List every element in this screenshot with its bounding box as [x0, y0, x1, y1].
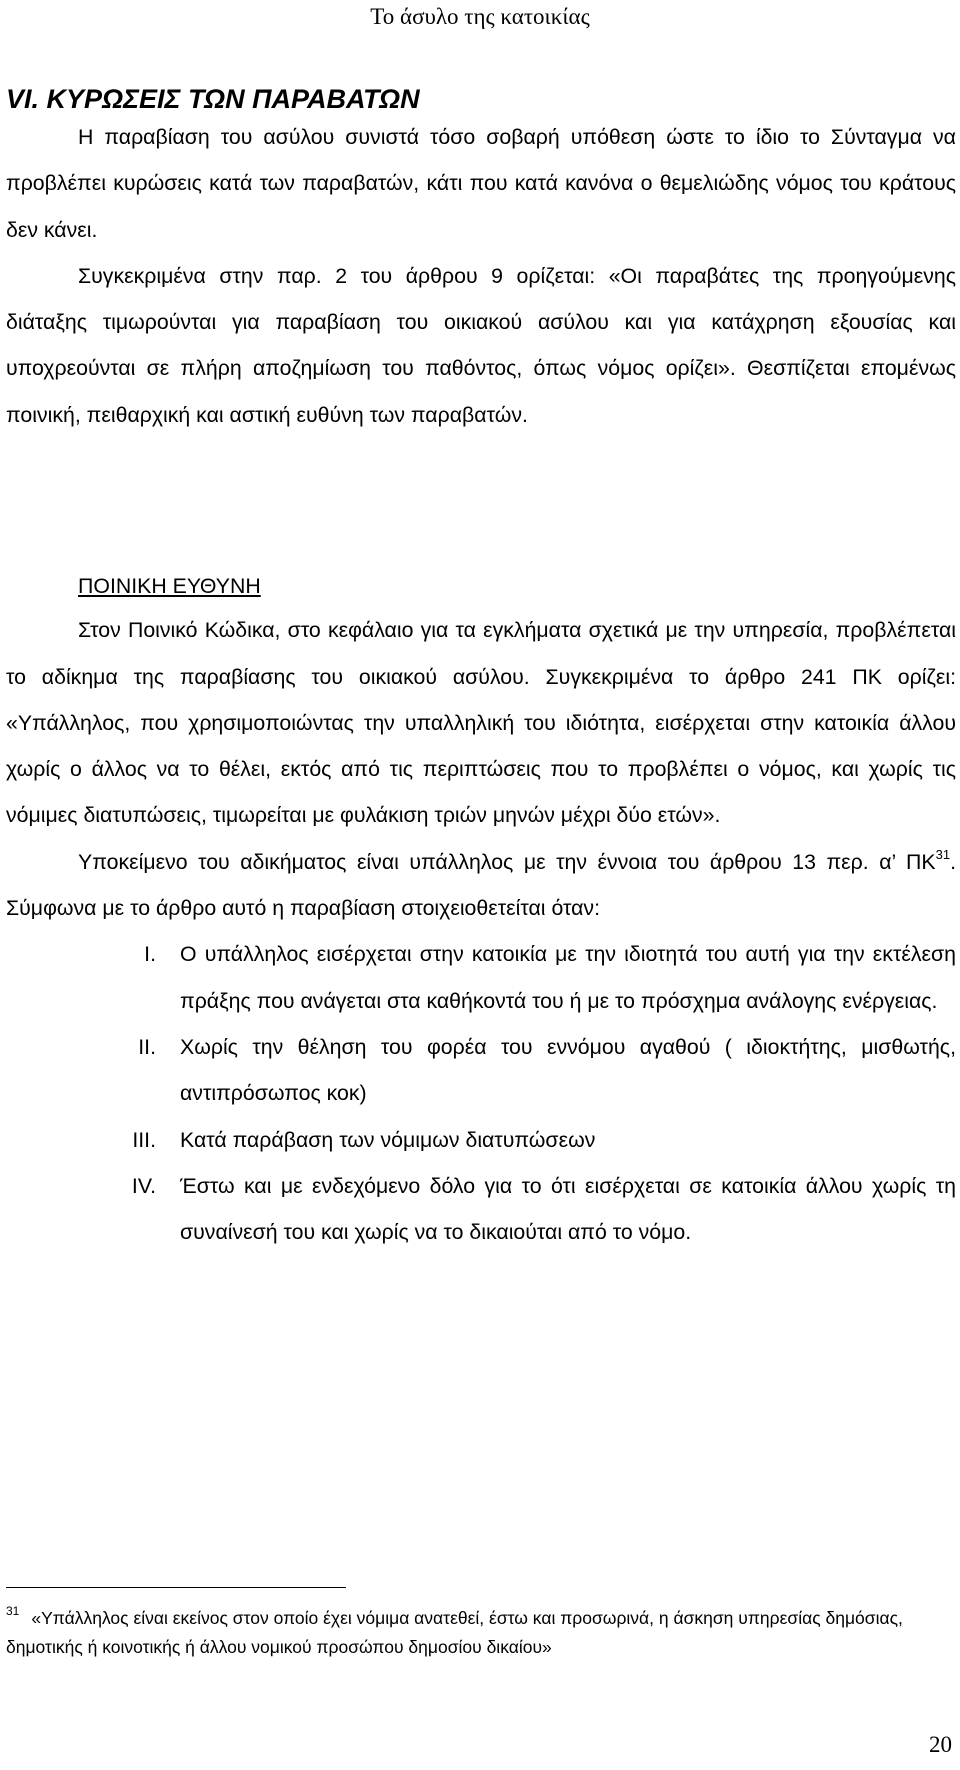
criteria-list [6, 931, 956, 1255]
list-item-text: Χωρίς την θέληση του φορέα του εννόμου αγαθού ( ιδιοκτήτης, μισθωτής, αντιπρόσωπος κοκ) [180, 1034, 956, 1106]
list-item-number: I. [144, 942, 156, 967]
paragraph-subject [6, 839, 956, 932]
paragraph-subject-text: Υποκείμενο του αδικήματος είναι υπάλληλος με την έννοια του άρθρου 13 περ. α’ ΠΚ [78, 849, 936, 874]
list-item-text: Ο υπάλληλος εισέρχεται στην κατοικία με την ιδιοτητά του αυτή για την εκτέλεση πράξης που ανάγεται στα καθήκοντά του ή με το πρόσχημα ανάλογης ενέργειας. [180, 942, 956, 1013]
running-header: Το άσυλο της κατοικίας [370, 4, 590, 29]
paragraph-constitution: Συγκεκριμένα στην παρ. 2 του άρθρου 9 ορίζεται: «Οι παραβάτες της προηγούμενης διάταξης τιμωρούνται για παραβίαση του οικιακού ασύλου και για κατάχρηση εξουσίας και υποχρεούνται σε πλήρη αποζημίωση του παθόντος, όπως νόμος ορίζει». Θεσπίζεται επομένως ποινική, πειθαρχική και αστική ευθύνη των παραβατών. [6, 263, 956, 427]
list-item-number: III. [132, 1127, 156, 1152]
section-title: VI. ΚΥΡΩΣΕΙΣ ΤΩΝ ΠΑΡΑΒΑΤΩΝ [6, 84, 420, 114]
subsection-body [6, 561, 956, 1255]
list-item [6, 1163, 956, 1256]
list-item-text: Έστω και με ενδεχόμενο δόλο για το ότι εισέρχεται σε κατοικία άλλου χωρίς τη συναίνεσή του και χωρίς να το δικαιούται από το νόμο. [180, 1173, 956, 1245]
list-item-number: IV. [131, 1173, 156, 1198]
paragraph-subject-text-cont: . Σύμφωνα με το άρθρο αυτό η παραβίαση στοιχειοθετείται όταν: [6, 849, 956, 921]
subsection-heading: ΠΟΙΝΙΚΗ ΕΥΘΥΝΗ [78, 574, 261, 598]
section-body [6, 114, 956, 438]
list-item-text: Κατά παράβαση των νόμιμων διατυπώσεων [180, 1127, 596, 1152]
list-item-number: II. [138, 1034, 156, 1059]
list-item [6, 1024, 956, 1117]
footnote-separator [6, 1587, 346, 1588]
paragraph-intro: Η παραβίαση του ασύλου συνιστά τόσο σοβαρή υπόθεση ώστε το ίδιο το Σύνταγμα να προβλέπει κυρώσεις κατά των παραβατών, κάτι που κατά κανόνα ο θεμελιώδης νόμος του κράτους δεν κάνει. [6, 125, 956, 242]
footnote [6, 1604, 952, 1662]
page-number: 20 [929, 1732, 952, 1757]
footnote-reference: 31 [935, 846, 951, 862]
heading-spacer [6, 561, 956, 607]
list-item [6, 931, 956, 1024]
paragraph-penal-code: Στον Ποινικό Κώδικα, στο κεφάλαιο για τα εγκλήματα σχετικά με την υπηρεσία, προβλέπεται το αδίκημα της παραβίασης του οικιακού ασύλου. Συγκεκριμένα το άρθρο 241 ΠΚ ορίζει: «Υπάλληλος, που χρησιμοποιώντας την υπαλληλική του ιδιότητα, εισέρχεται στην κατοικία άλλου χωρίς ο άλλος να το θέλει, εκτός από τις περιπτώσεις που το προβλέπει ο νόμος, και χωρίς τις νόμιμες διατυπώσεις, τιμωρείται με φυλάκιση τριών μηνών μέχρι δύο ετών». [6, 618, 956, 828]
list-item [6, 1117, 956, 1163]
footnote-text: «Υπάλληλος είναι εκείνος στον οποίο έχει νόμιμα ανατεθεί, έστω και προσωρινά, η άσκηση υπηρεσίας δημόσιας, δημοτικής ή κοινοτικής ή άλλου νομικού προσώπου δημοσίου δικαίου» [6, 1608, 903, 1657]
footnote-number: 31 [6, 1604, 20, 1618]
